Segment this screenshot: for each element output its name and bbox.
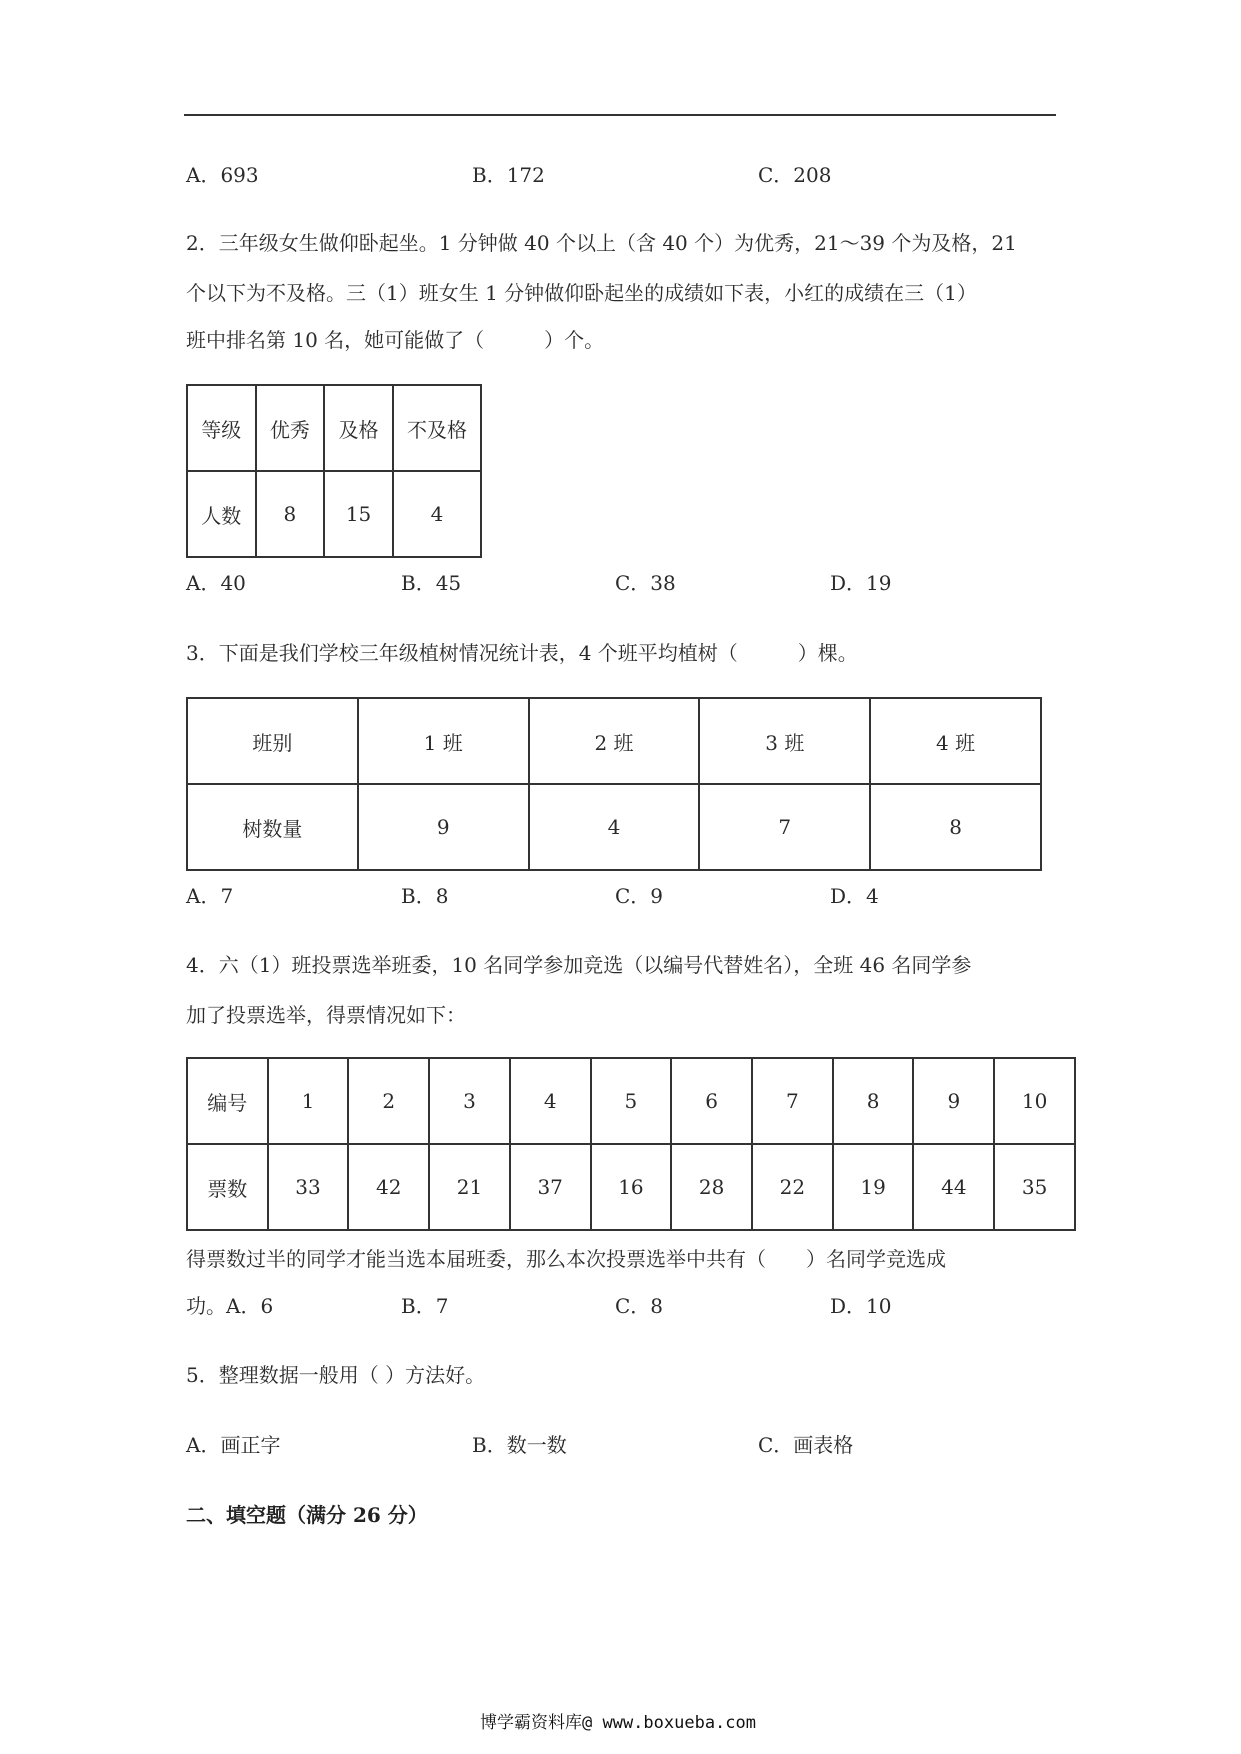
- q3-table-header-cell: 4 班: [870, 698, 1041, 784]
- q1-option-a: A．693: [186, 163, 259, 187]
- q4-table-header-cell: 1: [268, 1058, 349, 1144]
- q2-table-row-cell: 15: [324, 471, 393, 557]
- q3-table-row-cell: 树数量: [187, 784, 358, 870]
- q4-text-line-1: 4．六（1）班投票选举班委，10 名同学参加竞选（以编号代替姓名），全班 46 名同学参: [186, 953, 972, 977]
- q5-option-c: C．画表格: [758, 1433, 854, 1457]
- q4-table-row-cell: 16: [591, 1144, 672, 1230]
- q4-table-header-cell: 6: [671, 1058, 752, 1144]
- q3-table-header-cell: 2 班: [529, 698, 700, 784]
- q2-text-line-1: 2．三年级女生做仰卧起坐。1 分钟做 40 个以上（含 40 个）为优秀，21～39 个为及格，21: [186, 231, 1017, 255]
- q1-option-c: C．208: [758, 163, 832, 187]
- q4-text-line-2: 加了投票选举，得票情况如下：: [186, 1003, 466, 1027]
- q3-option-d: D．4: [830, 884, 879, 908]
- q2-table-header-cell: 优秀: [256, 385, 325, 471]
- q4-table-header-cell: 9: [913, 1058, 994, 1144]
- q2-table-header-cell: 等级: [187, 385, 256, 471]
- q2-table-row-cell: 4: [393, 471, 481, 557]
- q3-table-row-cell: 7: [699, 784, 870, 870]
- q4-table-row-cell: 票数: [187, 1144, 268, 1230]
- q4-table-header-cell: 8: [833, 1058, 914, 1144]
- q4-table-header-cell: 2: [348, 1058, 429, 1144]
- q3-option-a: A．7: [186, 884, 234, 908]
- q4-table-header-cell: 10: [994, 1058, 1075, 1144]
- q4-text-line-3: 得票数过半的同学才能当选本届班委，那么本次投票选举中共有（ ）名同学竞选成: [186, 1247, 946, 1271]
- q2-table-header-cell: 不及格: [393, 385, 481, 471]
- q2-table-header-cell: 及格: [324, 385, 393, 471]
- q2-option-a: A．40: [186, 571, 246, 595]
- q4-table-row-cell: 22: [752, 1144, 833, 1230]
- footer-watermark: 博学霸资料库@ www.boxueba.com: [480, 1713, 756, 1733]
- q4-vote-table: [186, 1057, 1076, 1231]
- header-rule: [184, 114, 1056, 116]
- q4-table-row-cell: 28: [671, 1144, 752, 1230]
- q4-table-header-cell: 7: [752, 1058, 833, 1144]
- q4-table-header-cell: 3: [429, 1058, 510, 1144]
- q4-table-header-cell: 5: [591, 1058, 672, 1144]
- q3-table-header-cell: 1 班: [358, 698, 529, 784]
- q4-table-header-cell: 编号: [187, 1058, 268, 1144]
- q2-grade-table: [186, 384, 482, 558]
- q2-option-d: D．19: [830, 571, 892, 595]
- q4-table-row-cell: 37: [510, 1144, 591, 1230]
- q3-table-header-cell: 班别: [187, 698, 358, 784]
- q2-text-line-2: 个以下为不及格。三（1）班女生 1 分钟做仰卧起坐的成绩如下表，小红的成绩在三（1）: [186, 281, 977, 305]
- q5-option-b: B．数一数: [472, 1433, 567, 1457]
- q3-table-row-cell: 9: [358, 784, 529, 870]
- q4-option-a: 功。A．6: [186, 1294, 274, 1318]
- q2-option-b: B．45: [401, 571, 462, 595]
- q4-table-row-cell: 44: [913, 1144, 994, 1230]
- q1-option-b: B．172: [472, 163, 545, 187]
- q2-text-line-3: 班中排名第 10 名，她可能做了（ ）个。: [186, 328, 605, 352]
- q4-option-b: B．7: [401, 1294, 449, 1318]
- section-heading: 二、填空题（满分 26 分）: [186, 1503, 428, 1527]
- q2-option-c: C．38: [615, 571, 676, 595]
- q3-tree-table: [186, 697, 1042, 871]
- q2-table-row-cell: 8: [256, 471, 325, 557]
- q5-text: 5．整理数据一般用（ ）方法好。: [186, 1363, 486, 1387]
- q3-text: 3．下面是我们学校三年级植树情况统计表，4 个班平均植树（ ）棵。: [186, 641, 858, 665]
- q4-table-row-cell: 21: [429, 1144, 510, 1230]
- q4-table-header-cell: 4: [510, 1058, 591, 1144]
- q3-table-row-cell: 4: [529, 784, 700, 870]
- q4-table-row-cell: 35: [994, 1144, 1075, 1230]
- q3-option-b: B．8: [401, 884, 449, 908]
- q4-option-d: D．10: [830, 1294, 892, 1318]
- q2-table-row-cell: 人数: [187, 471, 256, 557]
- q3-table-row-cell: 8: [870, 784, 1041, 870]
- q4-table-row-cell: 19: [833, 1144, 914, 1230]
- q5-option-a: A．画正字: [186, 1433, 281, 1457]
- q4-table-row-cell: 42: [348, 1144, 429, 1230]
- q3-option-c: C．9: [615, 884, 664, 908]
- q3-table-header-cell: 3 班: [699, 698, 870, 784]
- q4-option-c: C．8: [615, 1294, 664, 1318]
- q4-table-row-cell: 33: [268, 1144, 349, 1230]
